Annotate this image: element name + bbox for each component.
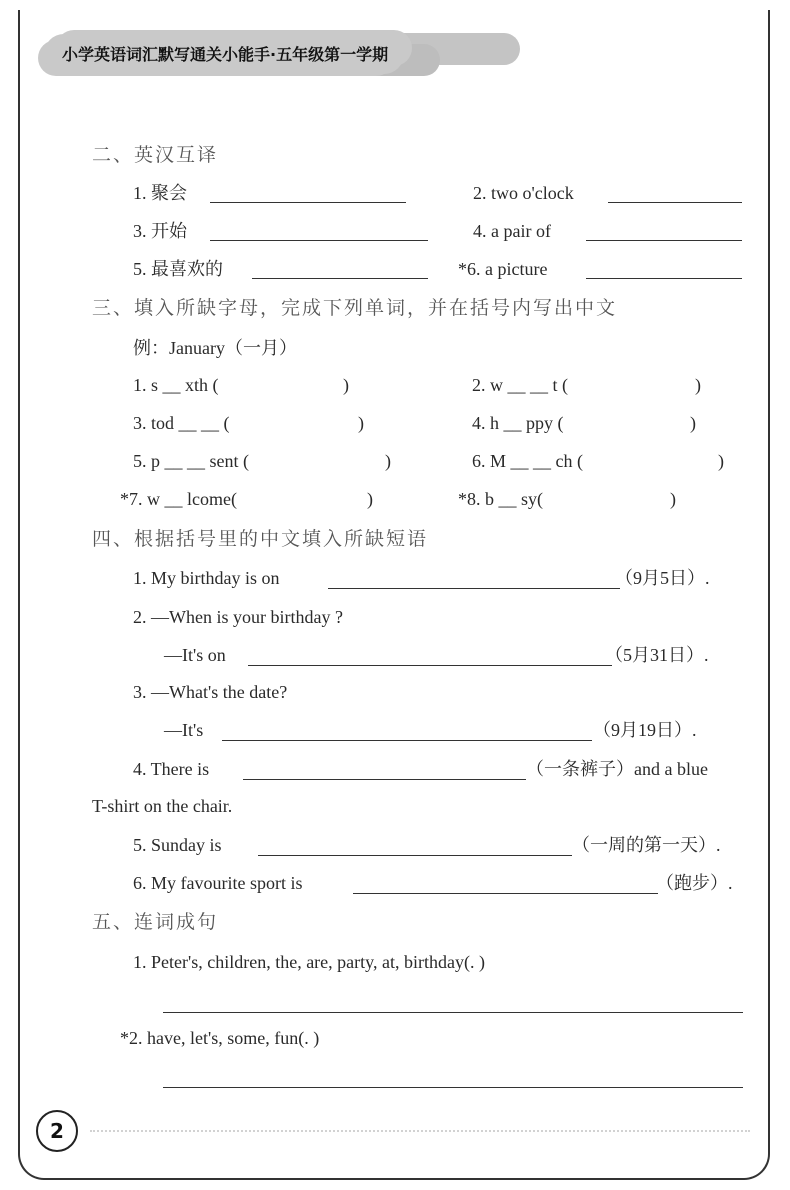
s3-item-5-close: ) (385, 451, 391, 471)
s3-item-8-num: *8. (458, 489, 481, 509)
s4-q4-blank[interactable] (243, 779, 526, 780)
s2-item-1-blank[interactable] (210, 202, 406, 203)
s2-item-5-blank[interactable] (252, 278, 428, 279)
s3-item-5-num: 5. (133, 451, 147, 471)
s2-item-5-label: 5. 最喜欢的 (133, 259, 223, 279)
section4-title: 四、根据括号里的中文填入所缺短语 (92, 528, 429, 550)
s3-item-1-word: s __ xth ( (151, 375, 219, 395)
s4-q4-hint: （一条裤子）and a blue (526, 759, 708, 779)
s4-q6-hint: （跑步）. (656, 873, 733, 893)
s3-item-2-word: w __ __ t ( (490, 375, 568, 395)
s3-item-1 (133, 373, 219, 397)
s3-item-8-close: ) (670, 489, 676, 509)
s4-q3-line2: —It's (164, 720, 204, 740)
s4-q1-prefix: 1. My birthday is on (133, 568, 280, 588)
s3-item-7-word: w __ lcome( (147, 489, 237, 509)
s3-item-7 (120, 487, 237, 511)
s2-item-6-blank[interactable] (586, 278, 742, 279)
s3-item-6-num: 6. (472, 451, 486, 471)
section3-title: 三、填入所缺字母，完成下列单词，并在括号内写出中文 (92, 297, 618, 319)
s5-q1-answer-line[interactable] (163, 1012, 743, 1013)
s2-item-4-blank[interactable] (586, 240, 742, 241)
s4-q5-prefix: 5. Sunday is (133, 835, 222, 855)
s3-item-4-word: h __ ppy ( (490, 413, 564, 433)
s2-item-3-label: 3. 开始 (133, 221, 187, 241)
s3-item-3 (133, 411, 230, 435)
s4-q1-hint: （9月5日）. (615, 568, 710, 588)
s3-item-3-close: ) (358, 413, 364, 433)
s4-q5-hint: （一周的第一天）. (572, 835, 721, 855)
s3-item-4-close: ) (690, 413, 696, 433)
s3-item-6-word: M __ __ ch ( (490, 451, 583, 471)
s3-item-7-num: *7. (120, 489, 143, 509)
s2-item-6-label: *6. a picture (458, 259, 548, 279)
s5-q2: *2. have, let's, some, fun(. ) (120, 1028, 320, 1048)
s4-q1-blank[interactable] (328, 588, 620, 589)
s2-item-1-label: 1. 聚会 (133, 183, 187, 203)
s2-item-2-blank[interactable] (608, 202, 742, 203)
s3-item-4-num: 4. (472, 413, 486, 433)
page-number: 2 (36, 1110, 78, 1152)
s4-q3-hint: （9月19日）. (593, 720, 697, 740)
s3-item-2 (472, 373, 568, 397)
s3-item-5-word: p __ __ sent ( (151, 451, 249, 471)
s3-example: 例：January（一月） (133, 338, 297, 358)
s5-q1: 1. Peter's, children, the, are, party, at, birthday(. ) (133, 952, 485, 972)
s5-q2-answer-line[interactable] (163, 1087, 743, 1088)
s3-item-6-close: ) (718, 451, 724, 471)
s2-item-3-blank[interactable] (210, 240, 428, 241)
section2-title: 二、英汉互译 (92, 144, 219, 166)
section5-title: 五、连词成句 (92, 911, 219, 933)
footer-dotted-line (90, 1130, 750, 1134)
s3-item-2-close: ) (695, 375, 701, 395)
s3-item-8 (458, 487, 543, 511)
s4-q6-prefix: 6. My favourite sport is (133, 873, 303, 893)
s4-q2-line2: —It's on (164, 645, 226, 665)
s3-item-4 (472, 411, 564, 435)
s3-item-1-num: 1. (133, 375, 147, 395)
s4-q3-prefix: 3. —What's the date? (133, 682, 288, 702)
s2-item-4-label: 4. a pair of (473, 221, 551, 241)
s3-item-5 (133, 449, 249, 473)
s3-item-6 (472, 449, 583, 473)
s3-item-3-word: tod __ __ ( (151, 413, 230, 433)
s4-q6-blank[interactable] (353, 893, 658, 894)
s3-item-8-word: b __ sy( (485, 489, 543, 509)
s4-q2-blank[interactable] (248, 665, 612, 666)
s3-item-3-num: 3. (133, 413, 147, 433)
page-frame (18, 10, 770, 1180)
s3-item-2-num: 2. (472, 375, 486, 395)
s2-item-2-label: 2. two o'clock (473, 183, 574, 203)
s4-q4-continuation: T-shirt on the chair. (92, 796, 233, 816)
s3-item-7-close: ) (367, 489, 373, 509)
s4-q4-prefix: 4. There is (133, 759, 210, 779)
s3-item-1-close: ) (343, 375, 349, 395)
s4-q3-blank[interactable] (222, 740, 592, 741)
book-title: 小学英语词汇默写通关小能手·五年级第一学期 (62, 45, 389, 64)
s4-q5-blank[interactable] (258, 855, 572, 856)
s4-q2-prefix: 2. —When is your birthday ? (133, 607, 343, 627)
s4-q2-hint: （5月31日）. (605, 645, 709, 665)
